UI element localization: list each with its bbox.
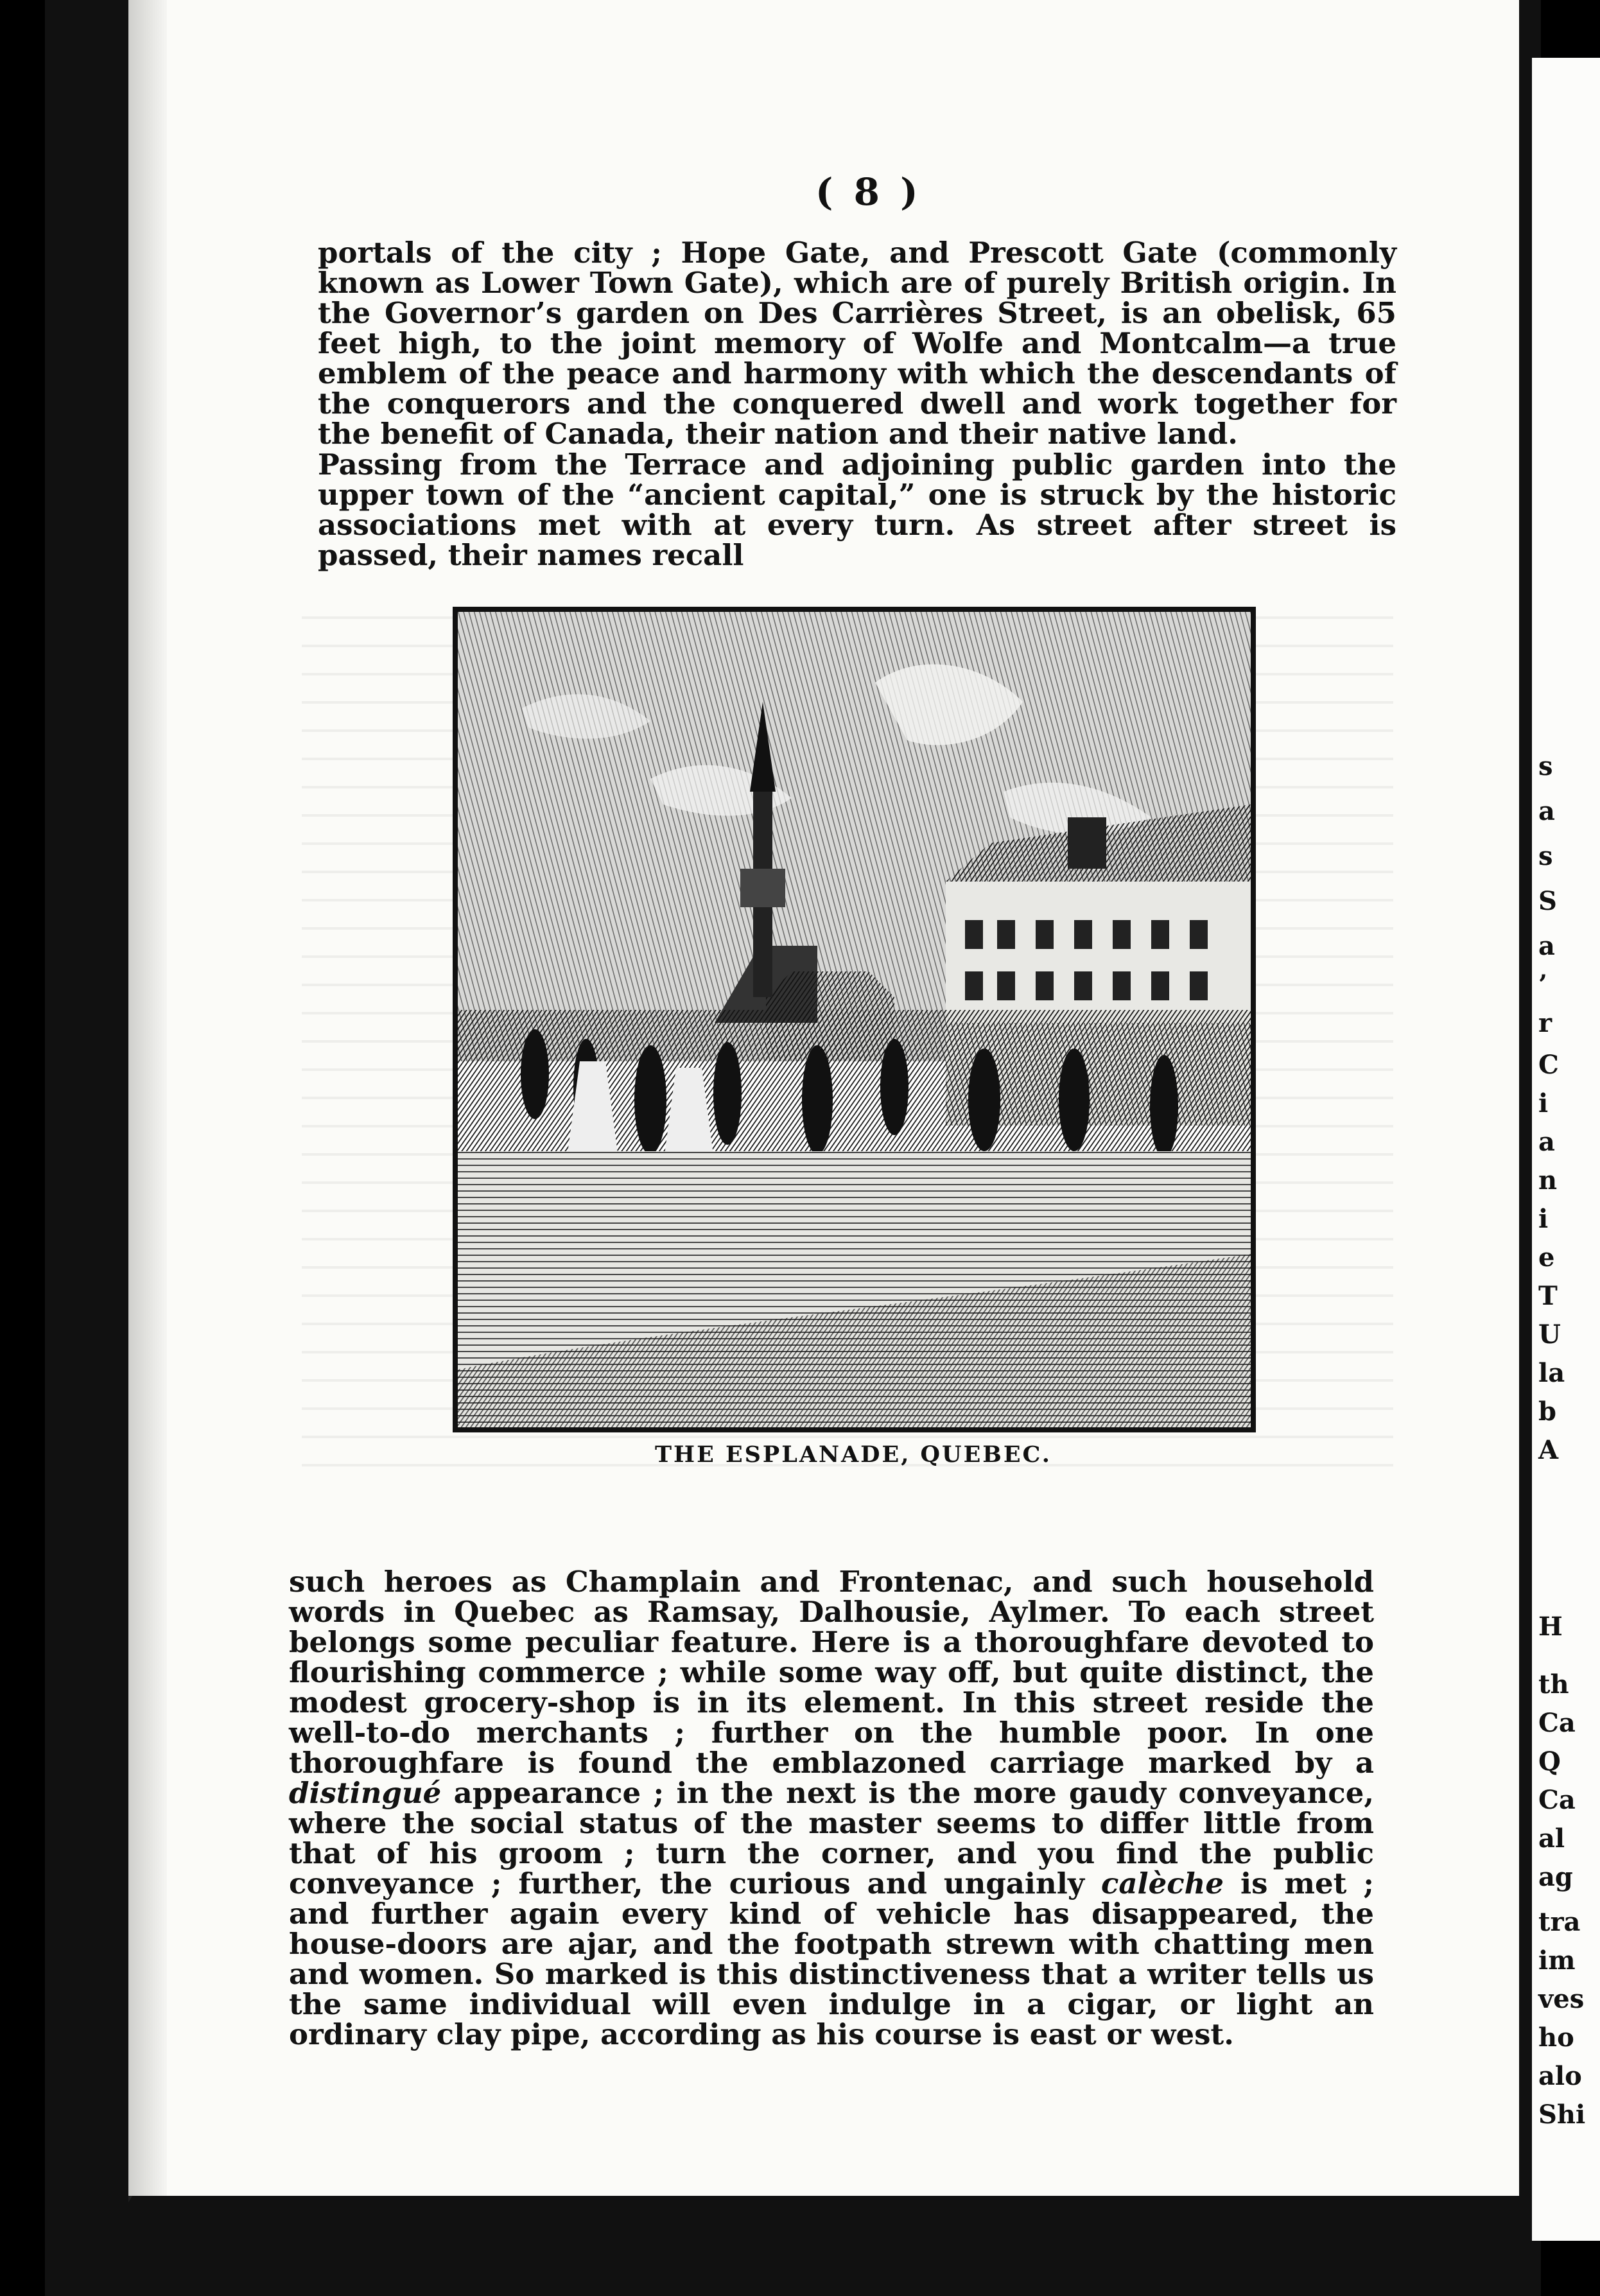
fragment: Ca (1538, 1708, 1576, 1738)
fragment: U (1538, 1319, 1561, 1350)
fragment: alo (1538, 2061, 1582, 2091)
fragment: a (1538, 931, 1555, 961)
fragment: Shi (1538, 2100, 1586, 2130)
fragment: e (1538, 1242, 1555, 1273)
paragraph-3-text (289, 1567, 1374, 2049)
illustration-caption: THE ESPLANADE, QUEBEC. (655, 1441, 1052, 1468)
fragment: n (1538, 1165, 1558, 1196)
italic-word-distingue: distingué (289, 1776, 442, 1810)
fragment: i (1538, 1204, 1549, 1234)
fragment: al (1538, 1823, 1565, 1854)
paragraph-3-text-c: appearance ; in the next is the more gaudy conveyance, where the social status of the master seems to differ little from that of his groom ; turn the corner, and you find the public conveyance ; further, the curious and ungainly (289, 1776, 1374, 1900)
fragment: im (1538, 1945, 1576, 1976)
page-gutter (128, 0, 167, 2196)
fragment: i (1538, 1088, 1549, 1118)
paragraph-3-text-e: is met ; and further again every kind of vehicle has disappeared, the house-doors are ajar, and the footpath strewn with chatting men and women. So marked is this distinctiveness that a writer tells us the same individual will even indulge in a cigar, or light an ordinary clay pipe, according as his course is east or west. (289, 1866, 1374, 2051)
paragraph-2 (318, 449, 1396, 570)
fragment: S (1538, 886, 1557, 916)
fragment: s (1538, 841, 1553, 871)
paragraph-2-text: Passing from the Terrace and adjoining public garden into the upper town of the “ancient capital,” one is struck by the historic associations met with at every turn. As street after street is passed, their names recall (318, 448, 1396, 572)
fragment: C (1538, 1050, 1559, 1080)
fragment: Q (1538, 1746, 1561, 1777)
paragraph-1-text: portals of the city ; Hope Gate, and Prescott Gate (commonly known as Lower Town Gate), which are of purely British origin. In the Governor’s garden on Des Carrières Street, is an obelisk, 65 feet high, to the joint memory of Wolfe and Montcalm—a true emblem of the peace and harmony with which the descendants of the conquerors and the conquered dwell and work together for the benefit of Canada, their nation and their native land. (318, 236, 1396, 451)
fragment: th (1538, 1669, 1569, 1700)
fragment: T (1538, 1281, 1558, 1311)
paragraph-3-text-a: such heroes as Champlain and Frontenac, and such household words in Quebec as Ramsay, Dalhousie, Aylmer. To each street belongs some peculiar feature. Here is a thoroughfare devoted to flourishing commerce ; while some way off, but quite distinct, the modest grocery-shop is in its element. In this street reside the well-to-do merchants ; further on the humble poor. In one thoroughfare is found the emblazoned carriage marked by a (289, 1565, 1374, 1780)
next-page-edge (1532, 58, 1600, 2241)
fragment: ag (1538, 1862, 1573, 1892)
fragment: ho (1538, 2022, 1574, 2053)
fragment: ’ (1538, 970, 1547, 1000)
fragment: r (1538, 1008, 1552, 1038)
fragment: Ca (1538, 1785, 1576, 1815)
fragment: s (1538, 751, 1553, 781)
fragment: b (1538, 1396, 1556, 1427)
esplanade-engraving (453, 607, 1256, 1432)
fragment: tra (1538, 1907, 1581, 1937)
fragment: a (1538, 796, 1555, 826)
paragraph-1 (318, 238, 1396, 449)
fragment: a (1538, 1127, 1555, 1157)
fragment: la (1538, 1358, 1565, 1388)
paragraph-3 (289, 1567, 1374, 2049)
fragment: ves (1538, 1984, 1585, 2014)
fragment: H (1538, 1612, 1563, 1642)
page-number: ( 8 ) (815, 170, 922, 214)
engraving-image (458, 612, 1251, 1427)
fragment: A (1538, 1435, 1559, 1465)
italic-word-caleche: calèche (1100, 1866, 1224, 1900)
